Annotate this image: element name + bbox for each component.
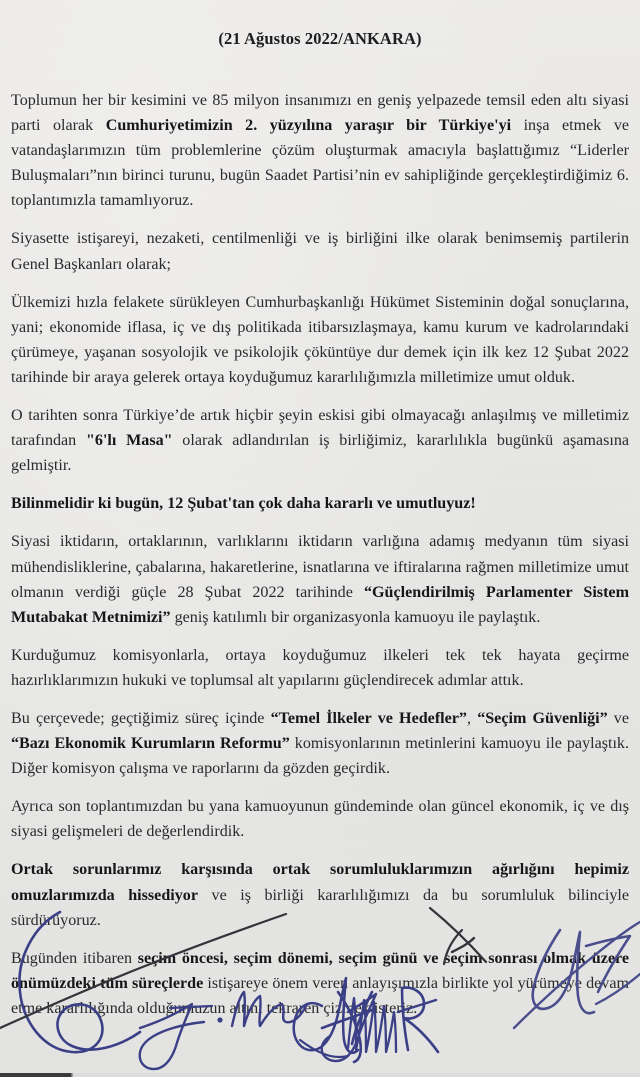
emphasis-run: Bilinmelidir ki bugün, 12 Şubat'tan çok daha kararlı ve umutluyuz! (11, 495, 476, 513)
text-run: geniş katılımlı bir organizasyonla kamuoyu ile paylaştık. (170, 608, 541, 626)
emphasis-run: Ortak sorunlarımız karşısında ortak sorumluluklarımızın ağırlığını hepimiz omuzlarımızda hissediyor (11, 861, 629, 904)
paragraph-p4 (11, 403, 629, 478)
emphasis-run: “Güçlendirilmiş Parlamenter Sistem Mutabakat Metnimizi” (11, 583, 629, 626)
paragraph-p10 (11, 857, 629, 932)
paragraph-p5 (11, 491, 629, 516)
text-run: komisyonlarının metinlerini kamuoyu ile paylaştık. Diğer komisyon çalışma ve raporlarını da gözden geçirdik. (11, 735, 630, 778)
text-run: olarak adlandırılan iş birliğimiz, kararlılıkla bugünkü aşamasına gelmiştir. (11, 432, 630, 475)
signature-stroke-4c (300, 1040, 348, 1057)
text-run: O tarihten sonra Türkiye’de artık hiçbir şeyin eskisi gibi olmayacağı anlaşılmış ve milletimiz tarafından (11, 407, 629, 450)
emphasis-run: “Temel İlkeler ve Hedefler” (270, 709, 467, 727)
emphasis-run: “Bazı Ekonomik Kurumların Reformu” (11, 735, 290, 753)
text-run: istişareye önem veren anlayışımızla birlikte yol yürümeye devam etme kararlılığında olduğumuzun altını tekraren çizmek isteriz. (11, 974, 629, 1017)
text-run: Ülkemizi hızla felakete sürükleyen Cumhurbaşkanlığı Hükümet Sisteminin doğal sonuçlarına, yani; ekonomide iflasa, iç ve dış politikada itibarsızlaşmaya, kamu kurum ve kadrolarındaki çürümeye, yaşanan sosyolojik ve psikolojik çöküntüye dur demek için ilk kez 12 Şubat 2022 tarihinde bir araya gelerek ortaya koyduğumuz kararlılığımızla milletimize umut olduk. (11, 293, 629, 386)
paragraph-p11 (11, 946, 629, 1021)
text-run: , (466, 709, 478, 727)
text-run: ve (607, 709, 629, 727)
paragraph-p8 (11, 706, 629, 781)
paragraph-p2 (11, 226, 629, 276)
paragraph-p3 (11, 290, 629, 390)
emphasis-run: seçim öncesi, seçim dönemi, seçim günü ve seçim sonrası olmak üzere önümüzdeki tüm süreçlerde (11, 949, 630, 992)
text-run: inşa etmek ve vatandaşlarımızın tüm problemlerine çözüm oluşturmak amacıyla başlattığımız “Liderler Buluşmaları”nın birinci turunu, bugün Saadet Partisi’nin ev sahipliğinde gerçekleştirdiğimiz 6. toplantımızla tamamlıyoruz. (11, 117, 630, 210)
paragraph-p6 (11, 529, 629, 629)
text-run: Ayrıca son toplantımızdan bu yana kamuoyunun gündeminde olan güncel ekonomik, iç ve dış siyasi gelişmeleri de değerlendirdik. (11, 798, 629, 841)
paragraph-p1 (11, 88, 629, 213)
text-run: Bugünden itibaren (11, 949, 138, 967)
text-run: ve iş birliği kararlılığımızı da bu sorumluluk bilinciyle sürdürüyoruz. (11, 886, 629, 929)
text-run: Kurduğumuz komisyonlarla, ortaya koyduğumuz ilkeleri tek tek hayata geçirme hazırlıklarımızın hukuki ve toplumsal alt yapılarını güçlendirecek adımlar attık. (11, 646, 629, 689)
emphasis-run: “Seçim Güvenliği” (477, 709, 608, 727)
emphasis-run: "6'lı Masa" (85, 432, 173, 450)
paragraph-p7 (11, 643, 629, 693)
text-run: Siyasi iktidarın, ortaklarının, varlıklarını iktidarın varlığına adamış medyanın tüm siyasi mühendisliklerine, çabalarına, hakaretlerine, isnatlarına ve iftiralarına rağmen milletimize umut olmanın verdiği güçle 28 Şubat 2022 tarihinde (11, 533, 629, 601)
document-date-location-header: (21 Ağustos 2022/ANKARA) (218, 29, 422, 48)
paragraph-p9 (11, 794, 629, 844)
text-run: Bu çerçevede; geçtiğimiz süreç içinde (11, 709, 271, 727)
scan-edge-strip (0, 1073, 640, 1077)
document-body (11, 88, 629, 1021)
text-run: Toplumun her bir kesimini ve 85 milyon insanımızı en geniş yelpazede temsil eden altı siyasi parti olarak (11, 92, 629, 135)
emphasis-run: Cumhuriyetimizin 2. yüzyılına yaraşır bir Türkiye'yi (105, 117, 512, 135)
text-run: Siyasette istişareyi, nezaketi, centilmenliği ve iş birliğini ilke olarak benimsemiş partilerin Genel Başkanları olarak; (11, 230, 629, 273)
